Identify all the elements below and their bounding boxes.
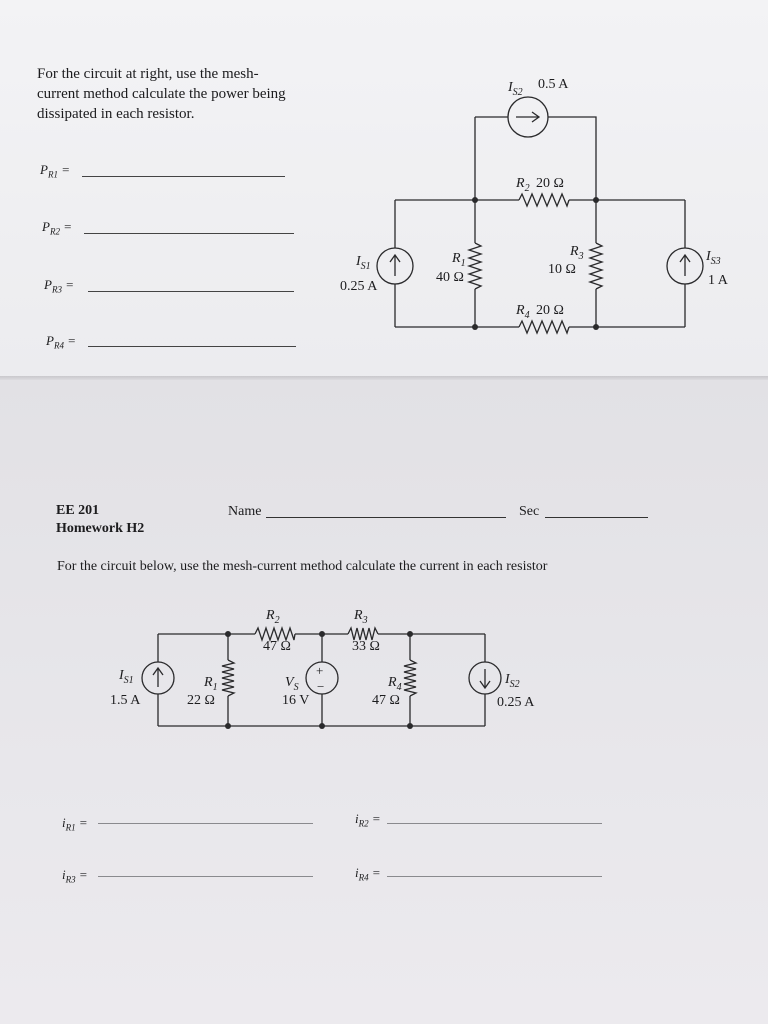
intro-line: For the circuit at right, use the mesh- xyxy=(37,66,259,82)
answer-blank-ir2[interactable] xyxy=(387,823,602,824)
vs-label: $V_S$ xyxy=(285,675,299,693)
answer-label-pr4: $P_{R4}$ = xyxy=(46,333,76,351)
r3-label: $R_3$ xyxy=(354,608,368,626)
r4-label: $R_4$ xyxy=(516,303,530,321)
r3-resistor-symbol xyxy=(590,243,602,289)
is3-label: $I_{S3}$ xyxy=(706,249,721,267)
down-arrow-icon xyxy=(480,669,490,688)
node-dot xyxy=(407,723,413,729)
up-arrow-icon xyxy=(680,255,690,276)
is2-label: $I_{S2}$ xyxy=(508,80,523,98)
course-code: EE 201 xyxy=(56,503,100,518)
is1-value: 0.25 A xyxy=(340,279,378,294)
r4-label: $R_4$ xyxy=(388,675,402,693)
node-dot xyxy=(472,324,478,330)
bottom-problem-statement: For the circuit below, use the mesh-current method calculate the current in each resistor xyxy=(57,559,548,574)
r4-value: 47 Ω xyxy=(372,693,400,708)
intro-line: dissipated in each resistor. xyxy=(37,106,195,122)
node-dot xyxy=(593,324,599,330)
answer-label-ir2: $i_{R2}$ = xyxy=(355,811,381,829)
plus-sign: + xyxy=(316,663,324,678)
r2-resistor-symbol xyxy=(519,194,569,206)
r1-value: 40 Ω xyxy=(436,270,464,285)
up-arrow-icon xyxy=(153,668,163,687)
answer-label-pr2: $P_{R2}$ = xyxy=(42,219,72,237)
r4-resistor-symbol xyxy=(519,321,569,333)
r2-label: $R_2$ xyxy=(266,608,280,626)
is2-value: 0.5 A xyxy=(538,77,569,92)
node-dot xyxy=(225,723,231,729)
node-dot xyxy=(225,631,231,637)
answer-blank-ir1[interactable] xyxy=(98,823,313,824)
intro-line: current method calculate the power being xyxy=(37,86,286,102)
right-arrow-icon xyxy=(516,112,539,122)
r3-value: 10 Ω xyxy=(548,262,576,277)
is2-label: $I_{S2}$ xyxy=(505,672,520,690)
bottom-circuit-diagram xyxy=(0,590,768,740)
r4-resistor-symbol xyxy=(404,660,416,696)
r2-value: 47 Ω xyxy=(263,639,291,654)
node-dot xyxy=(593,197,599,203)
r2-label: $R_2$ xyxy=(516,176,530,194)
top-circuit-diagram xyxy=(0,0,768,380)
answer-label-pr3: $P_{R3}$ = xyxy=(44,277,74,295)
is3-value: 1 A xyxy=(708,273,728,288)
r1-value: 22 Ω xyxy=(187,693,215,708)
is1-label: $I_{S1}$ xyxy=(356,254,371,272)
answer-label-ir3: $i_{R3}$ = xyxy=(62,867,88,885)
homework-title: Homework H2 xyxy=(56,521,145,536)
r2-value: 20 Ω xyxy=(536,176,564,191)
r3-value: 33 Ω xyxy=(352,639,380,654)
answer-blank-ir4[interactable] xyxy=(387,876,602,877)
answer-blank-ir3[interactable] xyxy=(98,876,313,877)
sec-label: Sec xyxy=(519,504,540,519)
is2-value: 0.25 A xyxy=(497,695,535,710)
is1-value: 1.5 A xyxy=(110,693,141,708)
is1-label: $I_{S1}$ xyxy=(119,668,134,686)
r1-label: $R_1$ xyxy=(204,675,218,693)
r1-label: $R_1$ xyxy=(452,251,466,269)
r4-value: 20 Ω xyxy=(536,303,564,318)
r1-resistor-symbol xyxy=(222,660,234,696)
answer-label-ir4: $i_{R4}$ = xyxy=(355,865,381,883)
name-label: Name xyxy=(228,504,262,519)
r1-resistor-symbol xyxy=(469,243,481,289)
node-dot xyxy=(319,631,325,637)
up-arrow-icon xyxy=(390,255,400,276)
node-dot xyxy=(319,723,325,729)
node-dot xyxy=(472,197,478,203)
answer-label-ir1: $i_{R1}$ = xyxy=(62,815,88,833)
node-dot xyxy=(407,631,413,637)
vs-value: 16 V xyxy=(282,693,310,708)
minus-sign: − xyxy=(317,679,325,694)
r3-label: $R_3$ xyxy=(570,244,584,262)
sec-field[interactable] xyxy=(545,517,648,518)
name-field[interactable] xyxy=(266,517,506,518)
answer-label-pr1: $P_{R1}$ = xyxy=(40,162,70,180)
